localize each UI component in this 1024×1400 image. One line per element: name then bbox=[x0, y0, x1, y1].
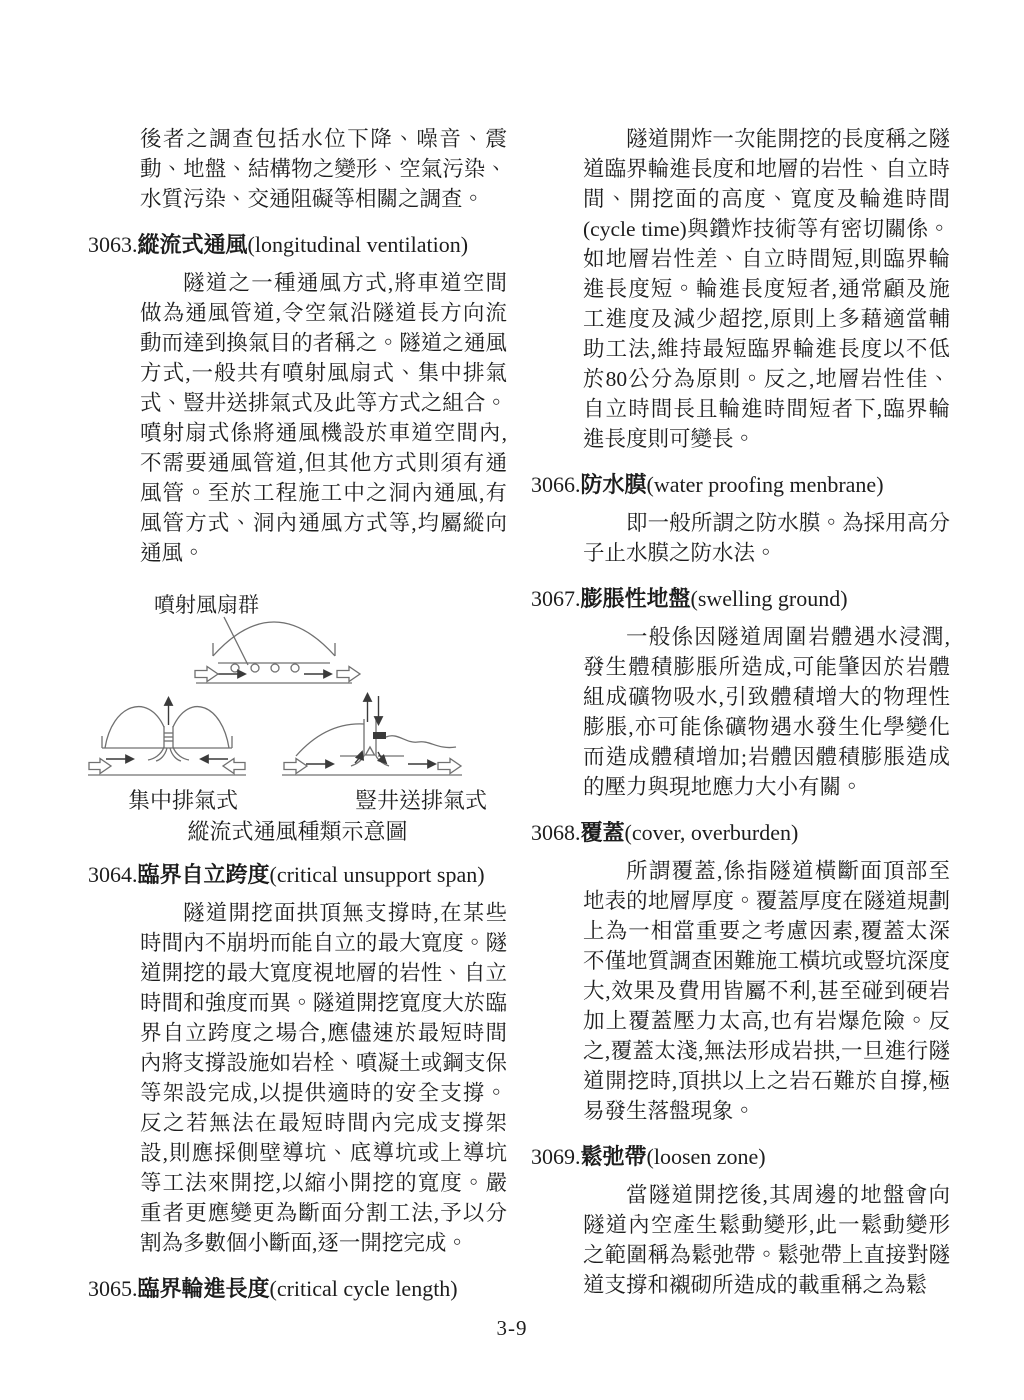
entry-english: (loosen zone) bbox=[646, 1144, 766, 1169]
entry-english: (critical unsupport span) bbox=[269, 862, 485, 887]
entry-number: 3069. bbox=[531, 1144, 581, 1169]
inflow-hollow-arrow bbox=[284, 759, 307, 774]
entry-term: 膨脹性地盤 bbox=[580, 586, 691, 611]
entry-body-3067: 一般係因隧道周圍岩體遇水浸潤,發生體積膨脹所造成,可能肇因於岩體組成礦物吸水,引致體積增大的物理性膨脹,亦可能係礦物遇水發生化學變化而造成體積增加;岩體因體積膨脹造成的壓力與現地應力大小有關。 bbox=[583, 625, 950, 799]
entry-body-3066: 即一般所謂之防水膜。為採用高分子止水膜之防水法。 bbox=[583, 511, 950, 565]
jet-fans bbox=[231, 664, 299, 672]
entry-number: 3065. bbox=[88, 1276, 138, 1301]
right-column bbox=[531, 124, 950, 1312]
entry-english: (longitudinal ventilation) bbox=[247, 232, 469, 257]
entry-heading-3068 bbox=[531, 818, 950, 848]
entry-number: 3066. bbox=[531, 472, 581, 497]
entry-number: 3067. bbox=[531, 586, 581, 611]
entry-body-3065: 隧道開炸一次能開挖的長度稱之隧道臨界輪進長度和地層的岩性、自立時間、開挖面的高度、寬度及輪進時間(cycle time)與鑽炸技術等有密切關係。如地層岩性差、自立時間短,則臨界輪進長度短。輪進長度短者,通常顧及施工進度及減少超挖,原則上多藉適當輔助工法,維持最短臨界輪進長度以不低於80公分為原則。反之,地層岩性佳、自立時間長且輪進時間短者下,臨界輪進長度則可變長。 bbox=[583, 127, 950, 451]
entry-heading-3063 bbox=[88, 230, 507, 260]
entry-english: (swelling ground) bbox=[690, 586, 848, 611]
entry-body-3063: 隧道之一種通風方式,將車道空間做為通風管道,令空氣沿隧道長方向流動而達到換氣目的者稱之。隧道之通風方式,一般共有噴射風扇式、集中排氣式、豎井送排氣式及此等方式之組合。噴射扇式係將通風機設於車道空間內,不需要通風管道,但其他方式則須有通風管。至於工程施工中之洞內通風,有風管方式、洞內通風方式等,均屬縱向通風。 bbox=[140, 271, 507, 565]
flow-out-of-shaft-arrow bbox=[378, 752, 386, 763]
entry-number: 3068. bbox=[531, 820, 581, 845]
entry-number: 3063. bbox=[88, 232, 138, 257]
inflow-hollow-arrow bbox=[195, 667, 218, 682]
jet-fan-diagram bbox=[154, 593, 360, 683]
caption-shaft-exhaust: 豎井送排氣式 bbox=[355, 788, 488, 813]
entry-heading-3064 bbox=[88, 860, 507, 890]
tunnel-dome bbox=[213, 622, 335, 656]
inflow-hollow-arrow bbox=[89, 759, 111, 774]
entry-heading-3065 bbox=[88, 1274, 507, 1304]
entry-term: 防水膜 bbox=[580, 472, 647, 497]
outflow-hollow-arrow bbox=[438, 759, 461, 774]
entry-heading-3066 bbox=[531, 470, 950, 500]
outflow-hollow-arrow bbox=[337, 667, 360, 682]
left-column bbox=[88, 124, 507, 1312]
entry-english: (critical cycle length) bbox=[269, 1276, 458, 1301]
inflow-hollow-arrow bbox=[223, 759, 245, 774]
entry-term: 臨界輪進長度 bbox=[137, 1276, 270, 1301]
flow-into-shaft-arrow bbox=[355, 752, 362, 763]
entry-body-3068: 所謂覆蓋,係指隧道橫斷面頂部至地表的地層厚度。覆蓋厚度在隧道規劃上為一相當重要之考慮因素,覆蓋太深不僅地質調查困難施工橫坑或豎坑深度大,效果及費用皆屬不利,甚至碰到硬岩加上覆蓋壓力太高,也有岩爆危險。反之,覆蓋太淺,無法形成岩拱,一旦進行隧道開挖時,頂拱以上之岩石難於自撐,極易發生落盤現象。 bbox=[583, 859, 950, 1123]
figure-main-caption: 縱流式通風種類示意圖 bbox=[187, 819, 408, 844]
entry-term: 縱流式通風 bbox=[137, 232, 248, 257]
page-number: 3-9 bbox=[496, 1316, 528, 1340]
caption-concentrated-exhaust: 集中排氣式 bbox=[128, 788, 239, 813]
entry-term: 覆蓋 bbox=[580, 820, 625, 845]
paragraph-continuation: 後者之調查包括水位下降、噪音、震動、地盤、結構物之變形、空氣污染、水質污染、交通阻礙等相關之調查。 bbox=[140, 127, 507, 211]
jet-fan-label: 噴射風扇群 bbox=[154, 593, 259, 617]
entry-english: (water proofing menbrane) bbox=[646, 472, 884, 497]
shaft-damper bbox=[373, 732, 386, 739]
entry-term: 臨界自立跨度 bbox=[137, 862, 270, 887]
entry-body-3064: 隧道開挖面拱頂無支撐時,在某些時間內不崩坍而能自立的最大寬度。隧道開挖的最大寬度視地層的岩性、自立時間和強度而異。隧道開挖寬度大於臨界自立跨度之場合,應儘速於最短時間內將支撐設施如岩栓、噴凝土或鋼支保等架設完成,以提供適時的安全支撐。反之若無法在最短時間內完成支撐架設,則應採側壁導坑、底導坑或上導坑等工法來開挖,以縮小開挖的寬度。嚴重者更應變更為斷面分割工法,予以分割為多數個小斷面,逐一開挖完成。 bbox=[140, 901, 507, 1255]
shaft-supply-exhaust-diagram bbox=[282, 694, 462, 775]
ventilation-diagram-svg bbox=[88, 586, 488, 786]
entry-number: 3064. bbox=[88, 862, 138, 887]
entry-heading-3069 bbox=[531, 1142, 950, 1172]
concentrated-exhaust-diagram bbox=[88, 698, 246, 775]
entry-heading-3067 bbox=[531, 584, 950, 614]
entry-body-3069: 當隧道開挖後,其周邊的地盤會向隧道內空產生鬆動變形,此一鬆動變形之範圍稱為鬆弛帶。鬆弛帶上直接對隧道支撐和襯砌所造成的載重稱之為鬆 bbox=[583, 1183, 950, 1297]
entry-english: (cover, overburden) bbox=[624, 820, 799, 845]
ventilation-types-figure bbox=[88, 586, 507, 844]
entry-term: 鬆弛帶 bbox=[580, 1144, 647, 1169]
